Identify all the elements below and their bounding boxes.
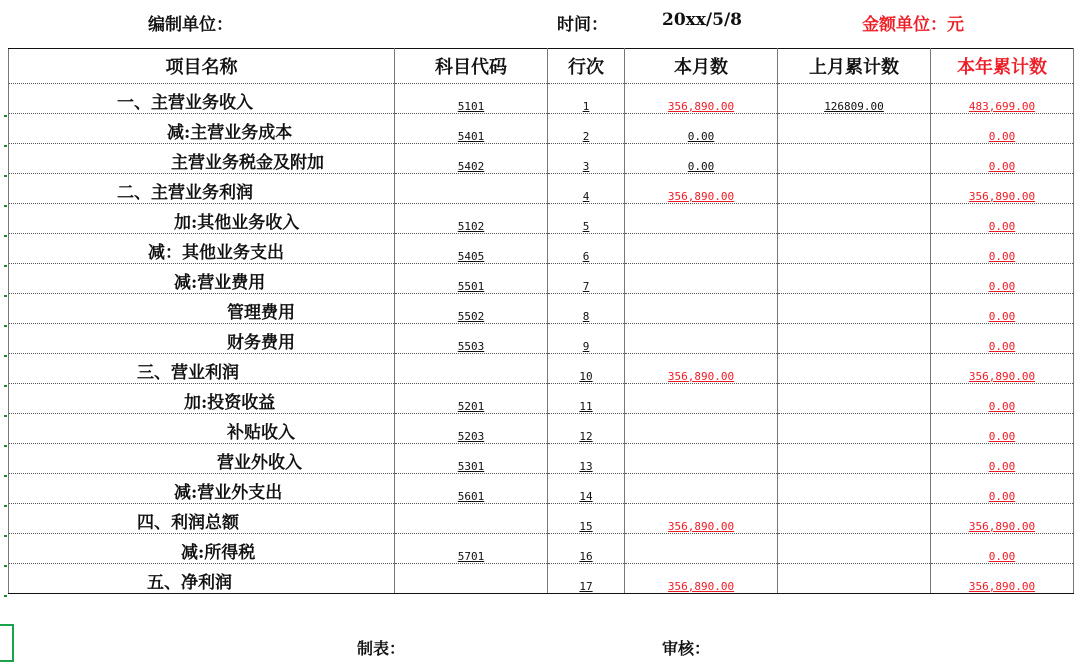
cell-marker [4,475,7,477]
row-account-code[interactable]: 5203 [395,414,548,444]
org-unit-label: 编制单位： [148,15,233,35]
row-year-cumulative[interactable]: 0.00 [931,114,1074,144]
row-item-name[interactable]: 减:营业外支出 [9,474,395,504]
row-item-name[interactable]: 营业外收入 [9,444,395,474]
row-line-no[interactable]: 16 [548,534,625,564]
row-item-name[interactable]: 减:主营业务成本 [9,114,395,144]
table-row [9,144,1074,174]
row-line-no[interactable]: 17 [548,564,625,594]
row-this-month[interactable]: 356,890.00 [625,564,778,594]
row-this-month[interactable] [625,234,778,264]
row-this-month[interactable] [625,324,778,354]
table-row [9,534,1074,564]
row-year-cumulative[interactable]: 0.00 [931,264,1074,294]
col-this-month[interactable]: 本月数 [625,49,778,84]
row-prev-cumulative[interactable]: 126809.00 [778,84,931,114]
row-account-code[interactable] [395,564,548,594]
cell-marker [4,325,7,327]
row-account-code[interactable]: 5701 [395,534,548,564]
row-this-month[interactable] [625,444,778,474]
row-line-no[interactable]: 4 [548,174,625,204]
row-account-code[interactable]: 5502 [395,294,548,324]
row-prev-cumulative[interactable] [778,174,931,204]
row-prev-cumulative[interactable] [778,384,931,414]
row-prev-cumulative[interactable] [778,414,931,444]
row-this-month[interactable] [625,414,778,444]
row-prev-cumulative[interactable] [778,234,931,264]
table-row [9,204,1074,234]
row-year-cumulative[interactable]: 356,890.00 [931,504,1074,534]
table-row [9,84,1074,114]
row-item-name[interactable]: 一、主营业务收入 [9,84,395,114]
row-line-no[interactable]: 15 [548,504,625,534]
row-prev-cumulative[interactable] [778,294,931,324]
cell-marker [4,445,7,447]
row-item-name[interactable]: 四、利润总额 [9,504,395,534]
row-account-code[interactable] [395,174,548,204]
cell-marker [4,565,7,567]
cell-marker [4,595,7,597]
row-year-cumulative[interactable]: 0.00 [931,534,1074,564]
row-year-cumulative[interactable]: 483,699.00 [931,84,1074,114]
row-year-cumulative[interactable]: 356,890.00 [931,174,1074,204]
cell-marker [4,415,7,417]
row-prev-cumulative[interactable] [778,534,931,564]
row-prev-cumulative[interactable] [778,264,931,294]
row-account-code[interactable]: 5503 [395,324,548,354]
row-this-month[interactable]: 0.00 [625,144,778,174]
row-account-code[interactable]: 5102 [395,204,548,234]
row-item-name[interactable]: 加:其他业务收入 [9,204,395,234]
prepared-by-label: 制表： [357,639,406,658]
cell-marker [4,235,7,237]
row-this-month[interactable] [625,384,778,414]
row-prev-cumulative[interactable] [778,204,931,234]
row-item-name[interactable]: 五、净利润 [9,564,395,594]
cell-marker [4,355,7,357]
table-row [9,414,1074,444]
row-line-no[interactable]: 6 [548,234,625,264]
col-item-name[interactable]: 项目名称 [9,49,395,84]
row-line-no[interactable]: 2 [548,114,625,144]
row-account-code[interactable]: 5101 [395,84,548,114]
row-account-code[interactable]: 5501 [395,264,548,294]
row-account-code[interactable] [395,354,548,384]
row-account-code[interactable]: 5402 [395,144,548,174]
selected-cell-indicator[interactable] [0,624,14,662]
table-row [9,174,1074,204]
row-prev-cumulative[interactable] [778,474,931,504]
row-year-cumulative[interactable]: 0.00 [931,144,1074,174]
time-label: 时间： [557,15,608,35]
row-prev-cumulative[interactable] [778,144,931,174]
table-row [9,234,1074,264]
row-year-cumulative[interactable]: 0.00 [931,384,1074,414]
cell-marker [4,505,7,507]
table-row [9,474,1074,504]
row-account-code[interactable]: 5601 [395,474,548,504]
cell-marker [4,295,7,297]
row-line-no[interactable]: 13 [548,444,625,474]
row-prev-cumulative[interactable] [778,324,931,354]
row-line-no[interactable]: 3 [548,144,625,174]
cell-marker [4,385,7,387]
row-year-cumulative[interactable]: 0.00 [931,294,1074,324]
row-item-name[interactable]: 减:营业费用 [9,264,395,294]
row-line-no[interactable]: 11 [548,384,625,414]
table-row [9,504,1074,534]
row-year-cumulative[interactable]: 0.00 [931,474,1074,504]
row-line-no[interactable]: 9 [548,324,625,354]
row-prev-cumulative[interactable] [778,444,931,474]
table-row [9,384,1074,414]
row-this-month[interactable]: 356,890.00 [625,84,778,114]
row-prev-cumulative[interactable] [778,114,931,144]
col-year-cumulative[interactable]: 本年累计数 [931,49,1074,84]
row-item-name[interactable]: 主营业务税金及附加 [9,144,395,174]
row-this-month[interactable] [625,534,778,564]
row-account-code[interactable] [395,504,548,534]
row-year-cumulative[interactable]: 0.00 [931,234,1074,264]
row-item-name[interactable]: 补贴收入 [9,414,395,444]
row-year-cumulative[interactable]: 0.00 [931,444,1074,474]
table-row [9,264,1074,294]
table-row [9,354,1074,384]
cell-marker [4,265,7,267]
row-prev-cumulative[interactable] [778,504,931,534]
amount-unit-label: 金额单位：元 [862,15,964,35]
row-this-month[interactable]: 0.00 [625,114,778,144]
row-line-no[interactable]: 5 [548,204,625,234]
col-prev-cumulative[interactable]: 上月累计数 [778,49,931,84]
reviewed-by-label: 审核： [662,639,711,658]
row-item-name[interactable]: 减：其他业务支出 [9,234,395,264]
table-row [9,114,1074,144]
row-year-cumulative[interactable]: 0.00 [931,324,1074,354]
cell-marker [4,115,7,117]
cell-marker [4,205,7,207]
row-account-code[interactable]: 5401 [395,114,548,144]
cell-marker [4,535,7,537]
row-this-month[interactable] [625,264,778,294]
row-line-no[interactable]: 7 [548,264,625,294]
table-row [9,294,1074,324]
col-line-no[interactable]: 行次 [548,49,625,84]
cell-marker [4,145,7,147]
row-this-month[interactable] [625,474,778,504]
row-line-no[interactable]: 14 [548,474,625,504]
row-line-no[interactable]: 12 [548,414,625,444]
row-prev-cumulative[interactable] [778,564,931,594]
row-item-name[interactable]: 加:投资收益 [9,384,395,414]
row-prev-cumulative[interactable] [778,354,931,384]
row-account-code[interactable]: 5405 [395,234,548,264]
row-year-cumulative[interactable]: 356,890.00 [931,354,1074,384]
row-item-name[interactable]: 二、主营业务利润 [9,174,395,204]
row-this-month[interactable] [625,204,778,234]
row-item-name[interactable]: 财务费用 [9,324,395,354]
row-item-name[interactable]: 三、营业利润 [9,354,395,384]
cell-marker [4,175,7,177]
row-account-code[interactable]: 5301 [395,444,548,474]
row-line-no[interactable]: 10 [548,354,625,384]
col-account-code[interactable]: 科目代码 [395,49,548,84]
row-year-cumulative[interactable]: 0.00 [931,204,1074,234]
row-this-month[interactable]: 356,890.00 [625,504,778,534]
row-item-name[interactable]: 减:所得税 [9,534,395,564]
income-statement-table [8,48,1074,594]
table-row [9,564,1074,594]
row-account-code[interactable]: 5201 [395,384,548,414]
row-year-cumulative[interactable]: 356,890.00 [931,564,1074,594]
table-row [9,324,1074,354]
table-row [9,444,1074,474]
row-this-month[interactable] [625,294,778,324]
row-year-cumulative[interactable]: 0.00 [931,414,1074,444]
row-line-no[interactable]: 1 [548,84,625,114]
report-date[interactable]: 20xx/5/8 [662,10,743,30]
row-this-month[interactable]: 356,890.00 [625,354,778,384]
column-header-row [9,49,1074,84]
row-item-name[interactable]: 管理费用 [9,294,395,324]
row-this-month[interactable]: 356,890.00 [625,174,778,204]
row-line-no[interactable]: 8 [548,294,625,324]
